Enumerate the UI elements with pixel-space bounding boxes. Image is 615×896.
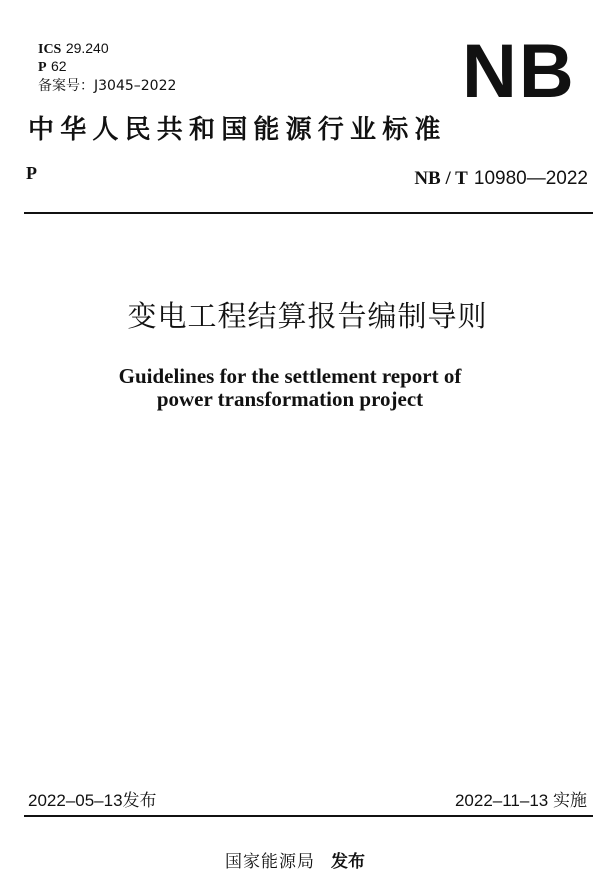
title-chinese: 变电工程结算报告编制导则	[127, 299, 488, 333]
nb-logo: NB	[462, 29, 576, 114]
issue-date-label: 发布	[122, 791, 157, 811]
top-divider	[24, 212, 593, 214]
ccs-code	[38, 57, 67, 77]
issuer-action: 发布	[331, 852, 365, 872]
title-english-line2: power transformation project	[156, 387, 424, 411]
implementation-date-label: 实施	[553, 791, 587, 811]
implementation-date	[455, 790, 587, 812]
issue-date	[28, 790, 157, 812]
issuer	[225, 851, 365, 873]
ics-value: 29.240	[65, 40, 109, 56]
ccs-letter: P	[26, 163, 37, 183]
standard-number-value: 10980—2022	[473, 168, 588, 189]
implementation-date-value: 2022–11–13	[454, 791, 549, 810]
standard-code: NB / T	[414, 168, 468, 189]
ccs-label: P	[38, 60, 47, 75]
record-number: 备案号：J3045–2022	[38, 78, 177, 94]
standard-number	[414, 166, 588, 191]
ccs-value: 62	[51, 58, 67, 74]
issuer-organization: 国家能源局	[225, 852, 315, 872]
standard-category: 中华人民共和国能源行业标准	[28, 115, 447, 145]
issue-date-value: 2022–05–13	[28, 791, 123, 810]
ics-code	[38, 39, 109, 59]
title-english-line1: Guidelines for the settlement report of	[118, 364, 462, 388]
ics-label: ICS	[38, 42, 62, 57]
bottom-divider	[24, 815, 593, 817]
